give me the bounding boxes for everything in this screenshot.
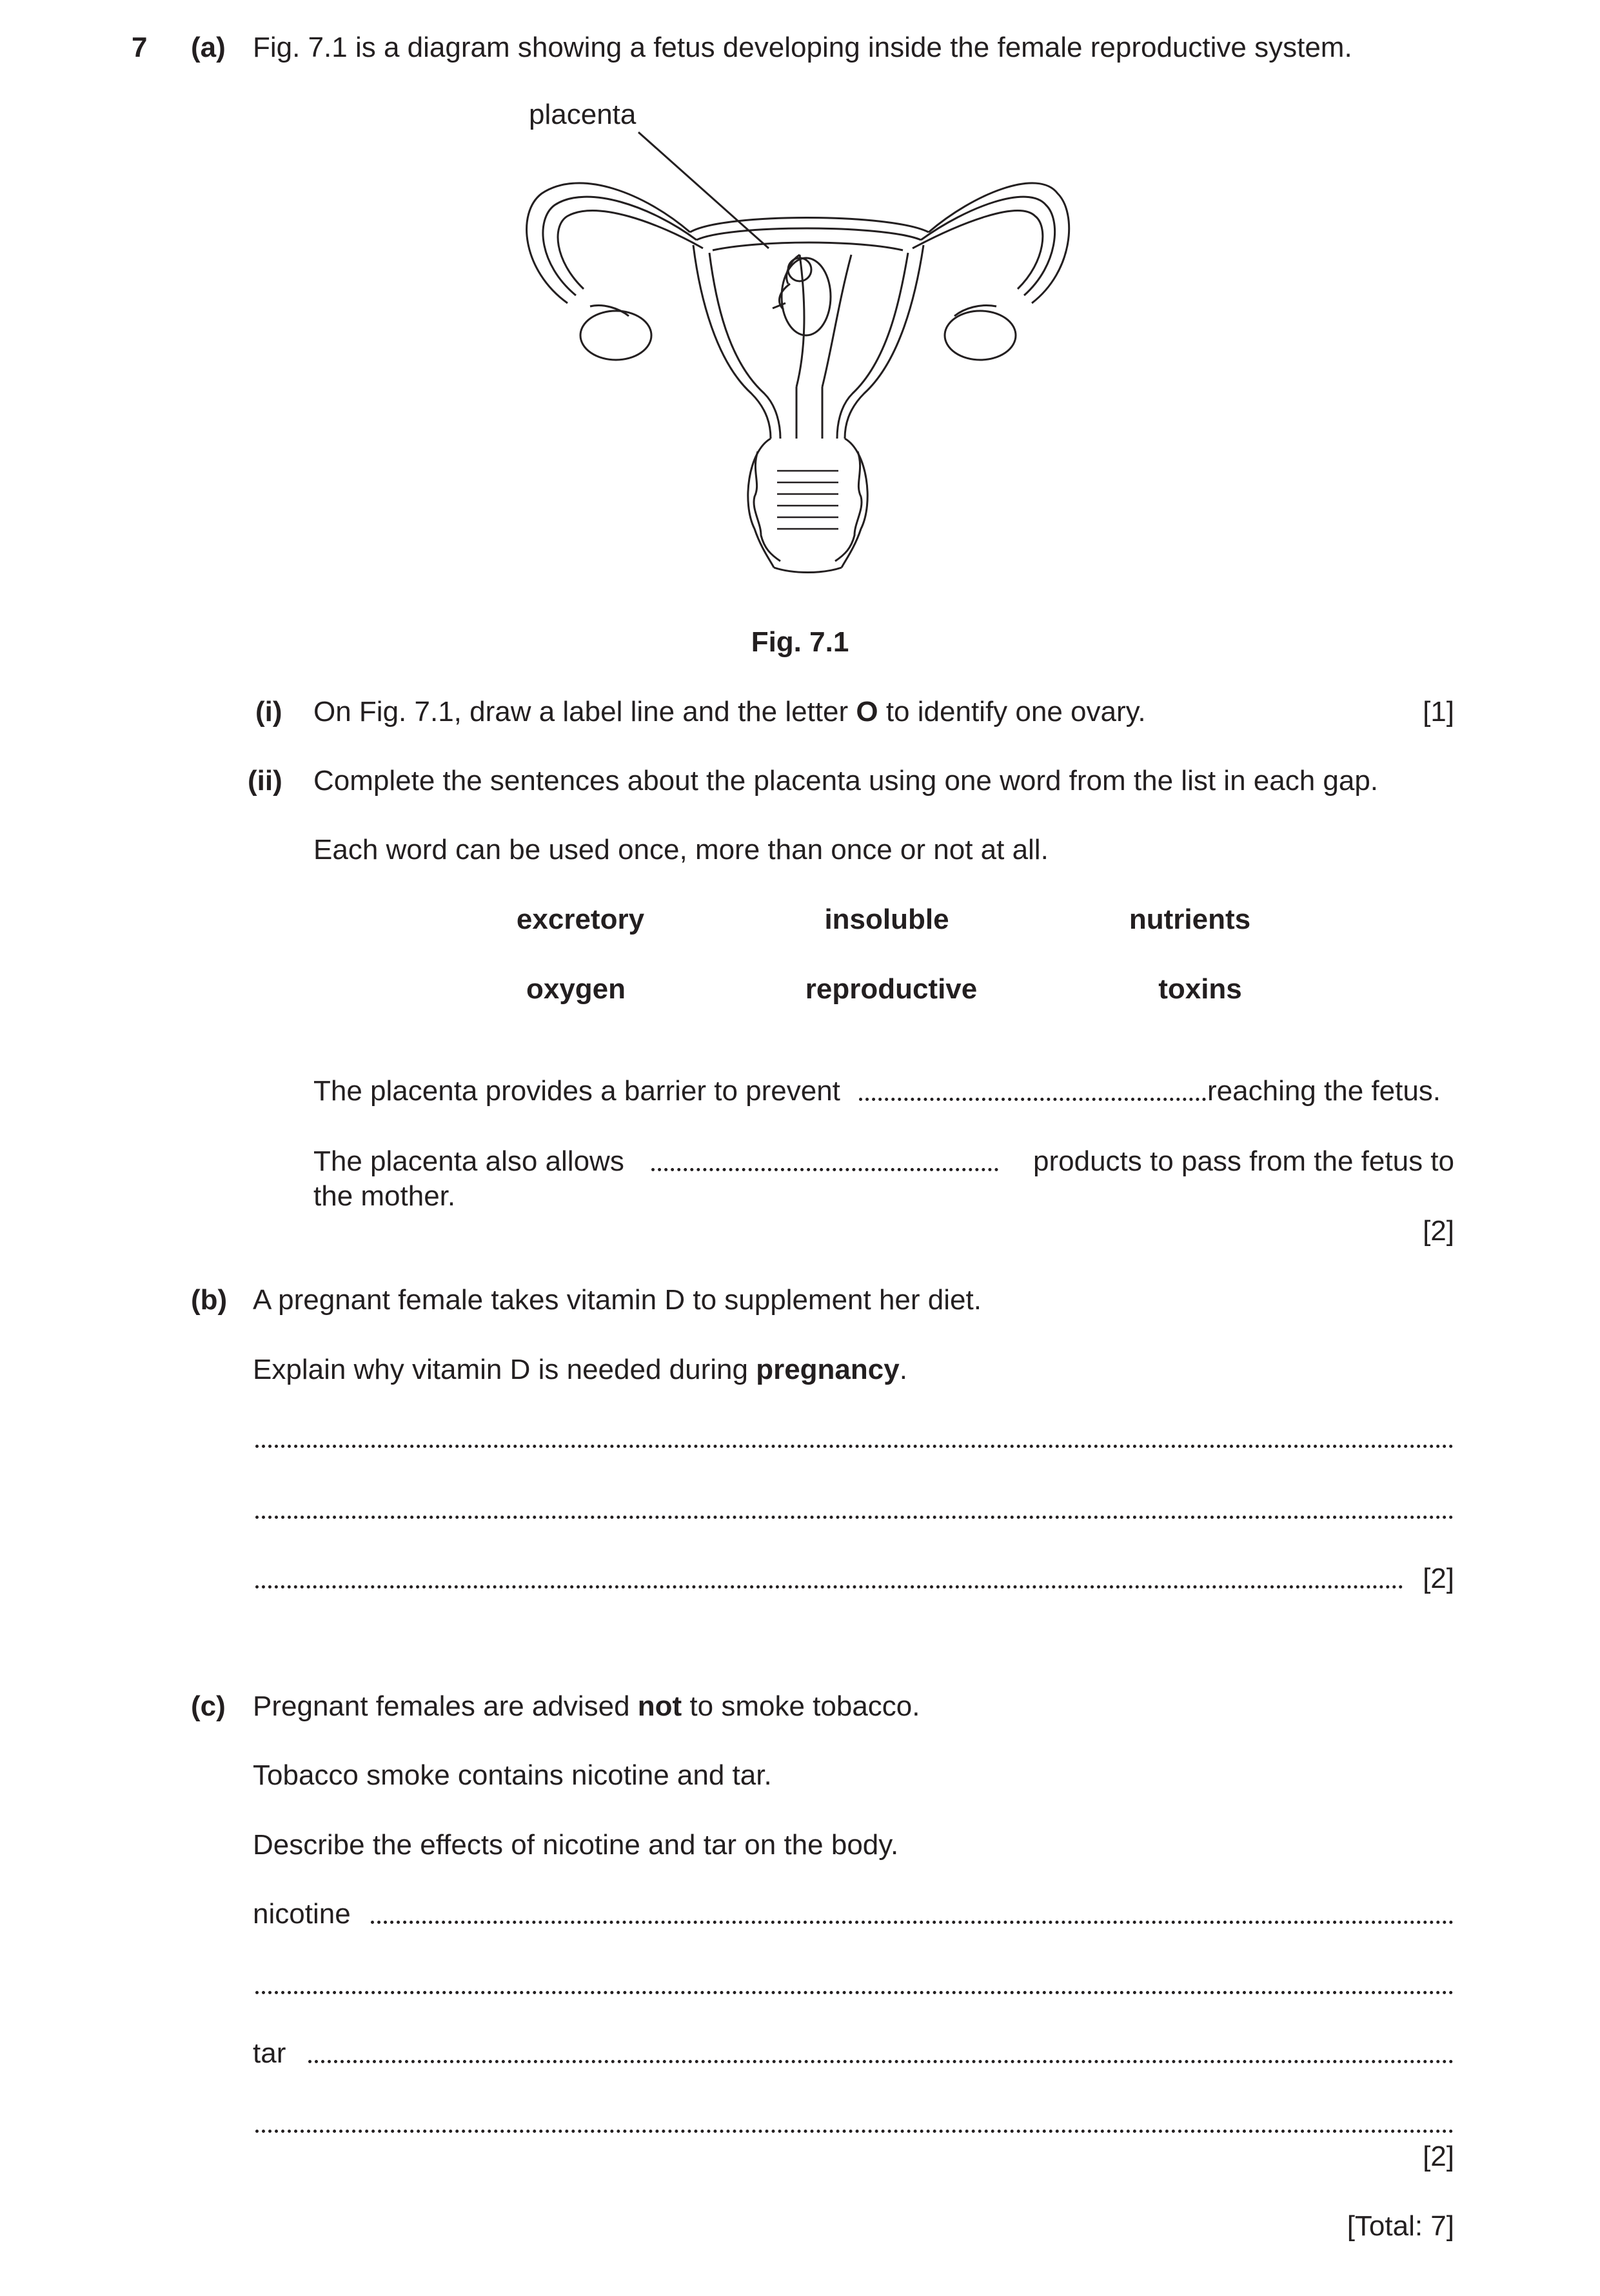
total-marks: [Total: 7] <box>1347 2210 1454 2242</box>
part-c-label: (c) <box>191 1690 226 1722</box>
question-number: 7 <box>132 32 148 63</box>
nicotine-label: nicotine <box>253 1898 351 1930</box>
left-ovary <box>580 311 651 360</box>
sentence-2-start: The placenta also allows <box>313 1145 624 1177</box>
part-a-i-marks: [1] <box>1423 696 1454 727</box>
part-a-label: (a) <box>191 32 226 63</box>
part-a-ii-label: (ii) <box>248 765 282 797</box>
part-b-answer-line-3[interactable] <box>255 1585 1403 1588</box>
word-option: excretory <box>516 904 645 935</box>
part-c-text: Pregnant females are advised not to smoke tobacco. <box>253 1690 920 1722</box>
uterus-wall-right <box>845 245 923 439</box>
reproductive-system-diagram <box>503 90 1096 593</box>
nicotine-answer-line-1[interactable] <box>371 1921 1454 1924</box>
uterus-fundus <box>690 218 929 233</box>
uterus-wall-left <box>693 245 771 439</box>
tar-answer-line-1[interactable] <box>308 2060 1454 2063</box>
vagina-left <box>748 439 774 568</box>
part-c-line2: Tobacco smoke contains nicotine and tar. <box>253 1759 772 1791</box>
gap-1-answer-line[interactable] <box>859 1098 1206 1101</box>
part-c-prompt: Describe the effects of nicotine and tar on the body. <box>253 1829 899 1861</box>
part-a-ii-instruction: Complete the sentences about the placenta using one word from the list in each gap. <box>313 765 1379 797</box>
part-b-marks: [2] <box>1423 1563 1454 1594</box>
part-a-i-label: (i) <box>255 696 282 727</box>
tar-label: tar <box>253 2037 286 2069</box>
left-fallopian-tube <box>527 183 690 303</box>
part-a-i-text: On Fig. 7.1, draw a label line and the letter O to identify one ovary. <box>313 696 1146 727</box>
part-a-ii-marks: [2] <box>1423 1215 1454 1247</box>
word-option: insoluble <box>824 904 949 935</box>
sentence-1-end: reaching the fetus. <box>1207 1075 1441 1107</box>
part-b-answer-line-1[interactable] <box>255 1445 1454 1448</box>
word-option: nutrients <box>1129 904 1251 935</box>
part-b-text: A pregnant female takes vitamin D to supplement her diet. <box>253 1284 982 1316</box>
part-b-answer-line-2[interactable] <box>255 1516 1454 1519</box>
placenta-label: placenta <box>529 99 637 130</box>
sentence-2-end: products to pass from the fetus to <box>1033 1145 1454 1177</box>
part-c-marks: [2] <box>1423 2141 1454 2172</box>
placenta <box>713 242 903 250</box>
part-a-ii-note: Each word can be used once, more than once or not at all. <box>313 834 1049 866</box>
right-ovary <box>945 311 1016 360</box>
gap-2-answer-line[interactable] <box>651 1168 998 1171</box>
word-option: reproductive <box>805 973 978 1005</box>
part-b-prompt: Explain why vitamin D is needed during pregnancy. <box>253 1354 907 1385</box>
sentence-1-start: The placenta provides a barrier to prevent <box>313 1075 840 1107</box>
sentence-2-cont: the mother. <box>313 1180 456 1212</box>
vagina-right <box>842 439 867 568</box>
part-b-label: (b) <box>191 1284 228 1316</box>
tar-answer-line-2[interactable] <box>255 2130 1454 2133</box>
part-a-intro: Fig. 7.1 is a diagram showing a fetus developing inside the female reproductive system. <box>253 32 1352 63</box>
figure-caption: Fig. 7.1 <box>751 626 849 658</box>
word-option: oxygen <box>526 973 626 1005</box>
nicotine-answer-line-2[interactable] <box>255 1991 1454 1994</box>
word-option: toxins <box>1158 973 1242 1005</box>
